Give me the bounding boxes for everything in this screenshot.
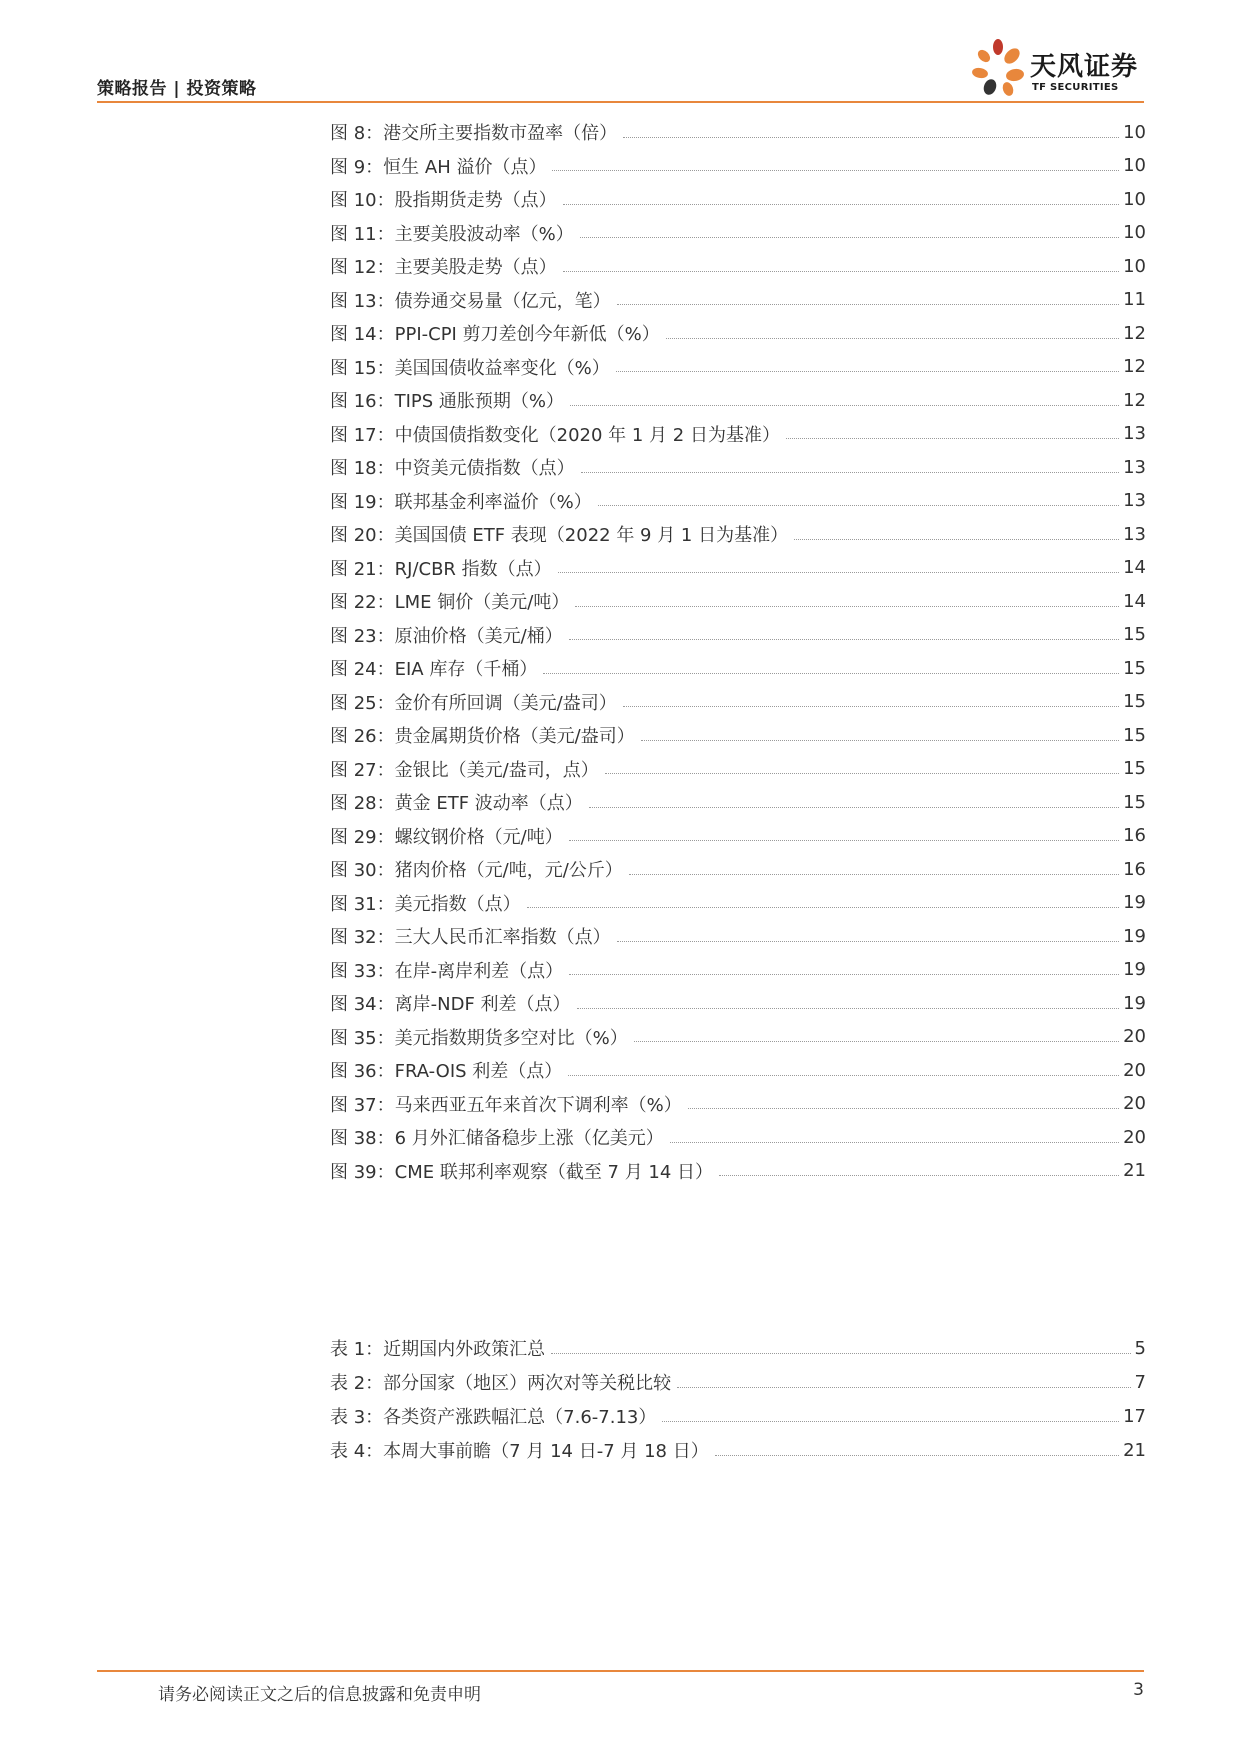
dot-leader [641, 740, 1119, 741]
dot-leader [580, 237, 1119, 238]
dot-leader [662, 1421, 1119, 1422]
toc-entry-label: 图 10：股指期货走势（点） [330, 190, 557, 211]
footer-divider [97, 1670, 1144, 1672]
table-toc-entry[interactable] [330, 1401, 1146, 1431]
toc-entry-label: 图 26：贵金属期货价格（美元/盎司） [330, 726, 635, 747]
figure-toc-entry[interactable] [330, 385, 1146, 415]
header-divider [97, 101, 1144, 103]
dot-leader [563, 204, 1119, 205]
toc-entry-label: 图 16：TIPS 通胀预期（%） [330, 391, 565, 412]
toc-entry-label: 图 35：美元指数期货多空对比（%） [330, 1027, 628, 1049]
dot-leader [786, 438, 1119, 439]
toc-entry-label: 图 31：美元指数（点） [330, 893, 521, 915]
toc-entry-label: 图 38：6 月外汇储备稳步上涨（亿美元） [330, 1128, 664, 1149]
figure-toc-entry[interactable] [330, 251, 1146, 281]
company-logo [968, 38, 1148, 104]
toc-entry-page: 15 [1123, 657, 1146, 679]
toc-entry-label: 图 13：债券通交易量（亿元，笔） [330, 290, 611, 312]
dot-leader [715, 1455, 1119, 1456]
dot-leader [589, 807, 1119, 808]
toc-entry-page: 12 [1123, 356, 1146, 377]
figure-toc-entry[interactable] [330, 419, 1146, 449]
toc-entry-page: 19 [1123, 959, 1146, 980]
toc-entry-page: 10 [1123, 255, 1146, 277]
report-category: 策略报告 | 投资策略 [97, 79, 257, 99]
toc-entry-page: 7 [1134, 1371, 1146, 1393]
toc-entry-page: 13 [1123, 523, 1146, 545]
toc-entry-page: 16 [1123, 858, 1146, 880]
toc-entry-label: 图 39：CME 联邦利率观察（截至 7 月 14 日） [330, 1161, 714, 1183]
toc-entry-page: 20 [1123, 1059, 1146, 1081]
figure-toc-entry[interactable] [330, 754, 1146, 784]
toc-entry-label: 表 3：各类资产涨跌幅汇总（7.6-7.13） [330, 1407, 657, 1428]
toc-entry-page: 21 [1123, 1160, 1146, 1181]
toc-entry-label: 图 33：在岸-离岸利差（点） [330, 960, 564, 982]
figure-toc-entry[interactable] [330, 955, 1146, 985]
toc-entry-label: 图 11：主要美股波动率（%） [330, 223, 574, 245]
dot-leader [558, 572, 1119, 573]
toc-entry-label: 图 28：黄金 ETF 波动率（点） [330, 793, 583, 814]
dot-leader [634, 1041, 1119, 1042]
dot-leader [569, 840, 1119, 841]
dot-leader [569, 974, 1119, 975]
toc-entry-label: 图 22：LME 铜价（美元/吨） [330, 592, 570, 613]
figure-toc-entry[interactable] [330, 888, 1146, 918]
dot-leader [617, 941, 1119, 942]
dot-leader [623, 137, 1119, 138]
figure-toc-entry[interactable] [330, 452, 1146, 482]
dot-leader [629, 874, 1119, 875]
toc-entry-label: 图 14：PPI-CPI 剪刀差创今年新低（%） [330, 324, 660, 345]
toc-entry-page: 19 [1123, 925, 1146, 947]
toc-entry-label: 图 29：螺纹钢价格（元/吨） [330, 826, 563, 848]
dot-leader [794, 539, 1119, 540]
toc-entry-label: 图 21：RJ/CBR 指数（点） [330, 558, 552, 580]
toc-entry-page: 21 [1123, 1439, 1146, 1461]
dot-leader [623, 706, 1119, 707]
toc-entry-label: 图 30：猪肉价格（元/吨，元/公斤） [330, 860, 623, 881]
table-toc-entry[interactable] [330, 1435, 1146, 1465]
toc-entry-page: 20 [1123, 1126, 1146, 1148]
figure-toc-entry[interactable] [330, 352, 1146, 382]
toc-entry-page: 15 [1123, 758, 1146, 779]
toc-entry-page: 20 [1123, 1093, 1146, 1114]
dot-leader [551, 1353, 1130, 1354]
toc-entry-page: 13 [1123, 490, 1146, 511]
toc-entry-label: 图 27：金银比（美元/盎司，点） [330, 759, 599, 781]
table-toc-entry[interactable] [330, 1333, 1146, 1363]
toc-entry-label: 图 25：金价有所回调（美元/盎司） [330, 692, 617, 714]
toc-entry-label: 图 8：港交所主要指数市盈率（倍） [330, 123, 618, 144]
toc-entry-label: 表 1：近期国内外政策汇总 [330, 1339, 546, 1360]
dot-leader [568, 1075, 1119, 1076]
figure-toc-entry[interactable] [330, 184, 1146, 214]
logo-name-en: TF SECURITIES [1032, 82, 1119, 93]
figure-toc-entry[interactable] [330, 586, 1146, 616]
dot-leader [616, 371, 1119, 372]
toc-entry-label: 图 24：EIA 库存（千桶） [330, 659, 538, 680]
figure-toc-entry[interactable] [330, 486, 1146, 516]
toc-entry-label: 图 9：恒生 AH 溢价（点） [330, 156, 547, 178]
figure-toc-entry[interactable] [330, 1122, 1146, 1152]
toc-entry-page: 15 [1123, 724, 1146, 746]
toc-entry-label: 表 4：本周大事前瞻（7 月 14 日-7 月 18 日） [330, 1441, 709, 1462]
toc-entry-label: 图 34：离岸-NDF 利差（点） [330, 994, 571, 1015]
dot-leader [581, 472, 1119, 473]
figure-toc-entry[interactable] [330, 787, 1146, 817]
figure-toc-entry[interactable] [330, 519, 1146, 549]
figure-toc-entry[interactable] [330, 218, 1146, 248]
table-toc-entry[interactable] [330, 1367, 1146, 1397]
dot-leader [688, 1108, 1119, 1109]
dot-leader [719, 1175, 1119, 1176]
toc-entry-page: 20 [1123, 1026, 1146, 1047]
toc-entry-page: 13 [1123, 456, 1146, 478]
figure-toc-entry[interactable] [330, 1022, 1146, 1052]
figure-toc-entry[interactable] [330, 1055, 1146, 1085]
toc-entry-page: 10 [1123, 188, 1146, 210]
dot-leader [563, 271, 1119, 272]
toc-entry-page: 10 [1123, 222, 1146, 243]
toc-entry-page: 11 [1123, 289, 1146, 310]
dot-leader [577, 1008, 1120, 1009]
dot-leader [617, 304, 1119, 305]
toc-entry-label: 图 37：马来西亚五年来首次下调利率（%） [330, 1094, 682, 1116]
toc-entry-page: 17 [1123, 1405, 1146, 1427]
toc-entry-label: 图 18：中资美元债指数（点） [330, 458, 575, 479]
toc-entry-label: 图 36：FRA-OIS 利差（点） [330, 1061, 563, 1082]
dot-leader [569, 639, 1119, 640]
figure-toc-entry[interactable] [330, 1156, 1146, 1186]
dot-leader [552, 170, 1119, 171]
figure-toc-entry[interactable] [330, 117, 1146, 147]
figure-toc-entry[interactable] [330, 1089, 1146, 1119]
dot-leader [605, 773, 1119, 774]
toc-entry-label: 图 15：美国国债收益率变化（%） [330, 357, 610, 379]
footer-disclaimer: 请务必阅读正文之后的信息披露和免责申明 [158, 1685, 481, 1705]
toc-entry-label: 表 2：部分国家（地区）两次对等关税比较 [330, 1373, 672, 1394]
toc-entry-page: 10 [1123, 121, 1146, 143]
toc-entry-label: 图 12：主要美股走势（点） [330, 257, 557, 278]
figure-toc-entry[interactable] [330, 687, 1146, 717]
toc-entry-page: 14 [1123, 590, 1146, 612]
toc-entry-label: 图 23：原油价格（美元/桶） [330, 625, 563, 647]
dot-leader [527, 907, 1119, 908]
page-number: 3 [1133, 1680, 1144, 1700]
toc-entry-page: 15 [1123, 691, 1146, 712]
toc-entry-page: 10 [1123, 155, 1146, 176]
figure-toc-entry[interactable] [330, 318, 1146, 348]
dot-leader [570, 405, 1119, 406]
toc-entry-page: 19 [1123, 892, 1146, 913]
figure-toc-entry[interactable] [330, 285, 1146, 315]
figure-toc-entry[interactable] [330, 151, 1146, 181]
toc-entry-page: 12 [1123, 389, 1146, 411]
toc-entry-label: 图 32：三大人民币汇率指数（点） [330, 927, 611, 948]
flower-logo-icon [968, 38, 1028, 98]
dot-leader [598, 505, 1119, 506]
dot-leader [670, 1142, 1119, 1143]
toc-entry-page: 12 [1123, 322, 1146, 344]
toc-entry-label: 图 19：联邦基金利率溢价（%） [330, 491, 592, 513]
figure-toc-entry[interactable] [330, 720, 1146, 750]
figure-toc-entry[interactable] [330, 653, 1146, 683]
dot-leader [677, 1387, 1130, 1388]
dot-leader [543, 673, 1119, 674]
figure-toc-entry[interactable] [330, 620, 1146, 650]
toc-entry-label: 图 20：美国国债 ETF 表现（2022 年 9 月 1 日为基准） [330, 525, 789, 546]
toc-entry-label: 图 17：中债国债指数变化（2020 年 1 月 2 日为基准） [330, 424, 780, 446]
logo-name-cn: 天风证券 [1030, 52, 1139, 82]
toc-entry-page: 15 [1123, 624, 1146, 645]
dot-leader [575, 606, 1119, 607]
toc-entry-page: 14 [1123, 557, 1146, 578]
toc-entry-page: 15 [1123, 791, 1146, 813]
figure-toc-entry[interactable] [330, 821, 1146, 851]
figure-toc-entry[interactable] [330, 553, 1146, 583]
toc-entry-page: 19 [1123, 992, 1146, 1014]
toc-entry-page: 16 [1123, 825, 1146, 846]
toc-entry-page: 13 [1123, 423, 1146, 444]
toc-entry-page: 5 [1134, 1337, 1146, 1359]
figure-toc-entry[interactable] [330, 921, 1146, 951]
figure-toc-entry[interactable] [330, 988, 1146, 1018]
figure-toc-entry[interactable] [330, 854, 1146, 884]
dot-leader [666, 338, 1119, 339]
